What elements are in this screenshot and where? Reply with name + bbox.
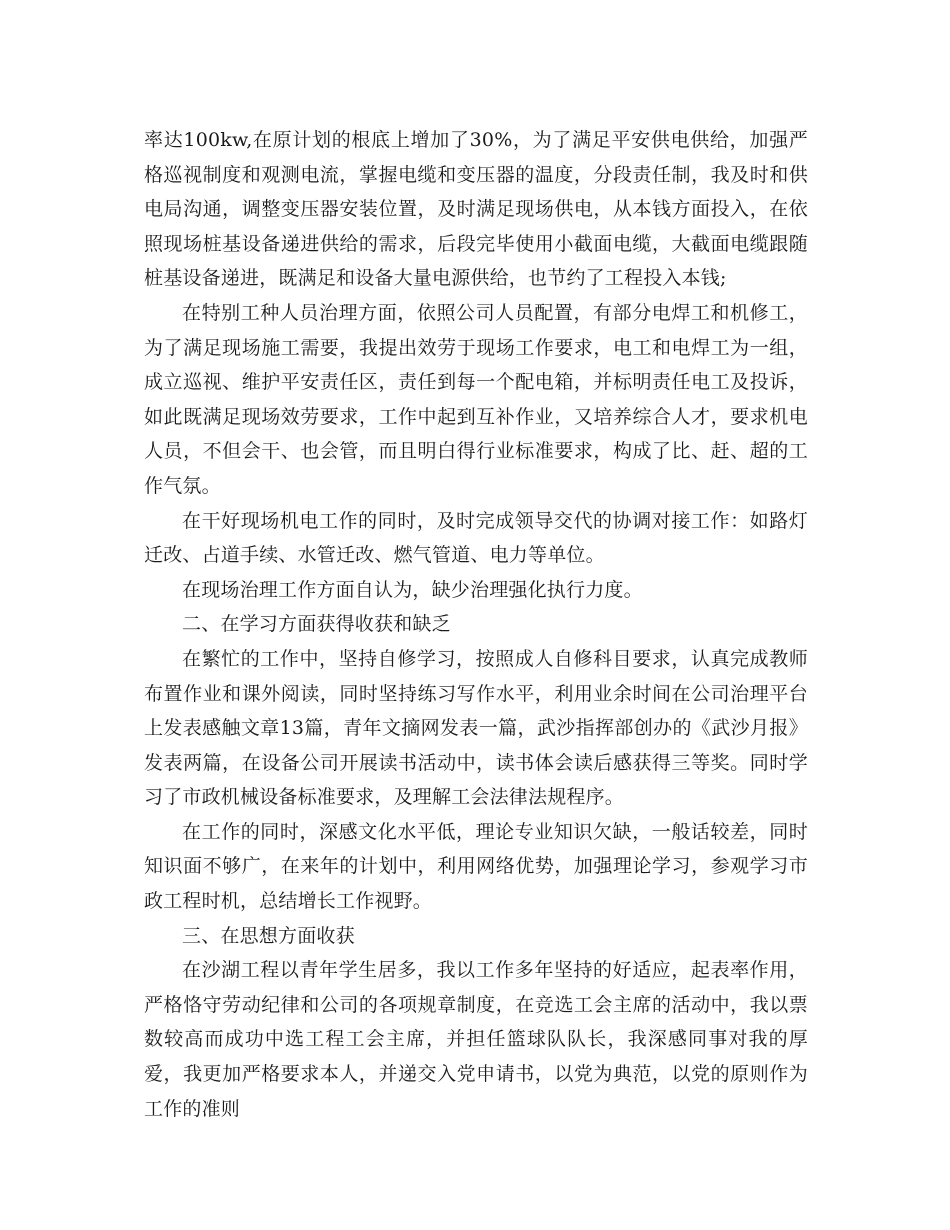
- paragraph-thought: 在沙湖工程以青年学生居多，我以工作多年坚持的好适应，起表率作用，严格恪守劳动纪律和公司的各项规章制度，在竞选工会主席的活动中，我以票数较高而成功中选工程工会主席，并担任篮球队队长，我深感同事对我的厚爱，我更加严格要求本人，并递交入党申请书，以党为典范，以党的原则作为工作的准则: [144, 959, 808, 1120]
- paragraph-special-workers: 在特别工种人员治理方面，依照公司人员配置，有部分电焊工和机修工，为了满足现场施工需要，我提出效劳于现场工作要求，电工和电焊工为一组，成立巡视、维护平安责任区，责任到每一个配电箱，并标明责任电工及投诉，如此既满足现场效劳要求，工作中起到互补作业，又培养综合人才，要求机电人员，不但会干、也会管，而且明白得行业标准要求，构成了比、赶、超的工作气氛。: [144, 301, 808, 497]
- paragraph-self-study: 在繁忙的工作中，坚持自修学习，按照成人自修科目要求，认真完成教师布置作业和课外阅读，同时坚持练习写作水平，利用业余时间在公司治理平台上发表感触文章13篇，青年文摘网发表一篇，武沙指挥部创办的《武沙月报》发表两篇，在设备公司开展读书活动中，读书体会读后感获得三等奖。同时学习了市政机械设备标准要求，及理解工会法律法规程序。: [144, 647, 808, 809]
- paragraph-power-supply: 率达100kw,在原计划的根底上增加了30%，为了满足平安供电供给，加强严格巡视制度和观测电流，掌握电缆和变压器的温度，分段责任制，我及时和供电局沟通，调整变压器安装位置，及时满足现场供电，从本钱方面投入，在依照现场桩基设备递进供给的需求，后段完毕使用小截面电缆，大截面电缆跟随桩基设备递进，既满足和设备大量电源供给，也节约了工程投入本钱;: [144, 129, 808, 290]
- paragraph-shortcomings: 在工作的同时，深感文化水平低，理论专业知识欠缺，一般话较差，同时知识面不够广，在来年的计划中，利用网络优势，加强理论学习，参观学习市政工程时机，总结增长工作视野。: [144, 820, 808, 913]
- document-body: [144, 123, 808, 1126]
- section-heading-study: 二、在学习方面获得收获和缺乏: [182, 613, 451, 636]
- paragraph-coordination: 在干好现场机电工作的同时，及时完成领导交代的协调对接工作：如路灯迁改、占道手续、水管迁改、燃气管道、电力等单位。: [144, 509, 808, 567]
- paragraph-site-management: 在现场治理工作方面自认为，缺少治理强化执行力度。: [182, 578, 643, 601]
- section-heading-thought: 三、在思想方面收获: [182, 924, 355, 947]
